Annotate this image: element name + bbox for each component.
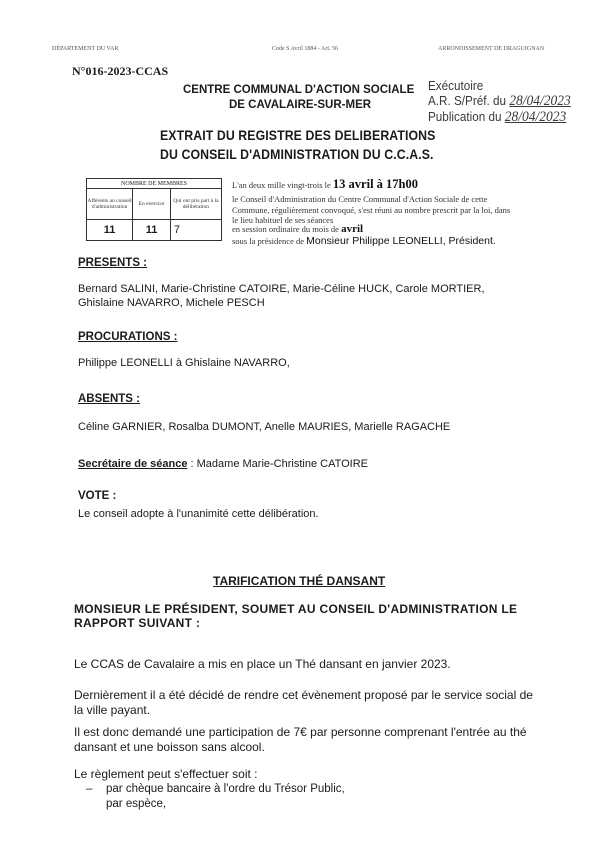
vote-text: Le conseil adopte à l'unanimité cette délibération. (78, 508, 319, 520)
dash-bullet-icon: – (86, 783, 93, 795)
meeting-president-prefix: sous la présidence de (232, 236, 304, 246)
meeting-session-line (232, 224, 363, 235)
members-value-afferents: 11 (87, 220, 133, 241)
members-table-caption: NOMBRE DE MEMBRES (87, 179, 222, 189)
meeting-date-prefix: L'an deux mille vingt-trois le (232, 180, 331, 190)
publication-date: 28/04/2023 (504, 109, 567, 125)
meeting-president: Monsieur Philippe LEONELLI, Président. (306, 235, 496, 247)
department-label: DÉPARTEMENT DU VAR (52, 46, 119, 52)
paragraph-3: Il est donc demandé une participation de 7€ par personne comprenant l'entrée au thé dansant et une boisson sans alcool. (74, 725, 527, 754)
presents-line1: Bernard SALINI, Marie-Christine CATOIRE, Marie-Céline HUCK, Carole MORTIER, (78, 283, 485, 295)
paragraph-1: Le CCAS de Cavalaire a mis en place un Thé dansant en janvier 2023. (74, 657, 451, 671)
org-name-line2: DE CAVALAIRE-SUR-MER (229, 99, 372, 111)
presents-heading: PRESENTS : (78, 257, 148, 269)
list-item: par espèce, (106, 798, 167, 810)
publication-stamp-line (428, 109, 566, 126)
meeting-date: 13 avril à 17h00 (332, 177, 418, 191)
vote-heading: VOTE : (78, 490, 117, 502)
members-value-exercice: 11 (133, 220, 171, 241)
absents-text: Céline GARNIER, Rosalba DUMONT, Anelle MAURIES, Marielle RAGACHE (78, 421, 451, 433)
meeting-line4: le lieu habituel de ses séances (232, 215, 334, 225)
secretaire-text: : Madame Marie-Christine CATOIRE (190, 458, 369, 470)
code-reference: Code S Avril 1884 - Art. 56 (272, 46, 339, 52)
arrondissement-label: ARRONDISSEMENT DE DRAGUIGNAN (438, 46, 545, 52)
procurations-text: Philippe LEONELLI à Ghislaine NAVARRO, (78, 357, 290, 369)
document-title-line1: EXTRAIT DU REGISTRE DES DELIBERATIONS (160, 127, 436, 143)
deliberation-subject: TARIFICATION THÉ DANSANT (213, 574, 386, 588)
rapport-heading: MONSIEUR LE PRÉSIDENT, SOUMET AU CONSEIL D'ADMINISTRATION LE RAPPORT SUIVANT : (74, 602, 518, 630)
meeting-president-line (232, 236, 496, 247)
presents-line2: Ghislaine NAVARRO, Michele PESCH (78, 297, 265, 309)
members-value-participants: 7 (170, 220, 221, 241)
meeting-line3: Commune, régulièrement convoqué, s'est réuni au nombre prescrit par la loi, dans (232, 205, 511, 215)
members-header-afferents: Afférents au conseil d'administration (87, 189, 133, 220)
document-title-line2: DU CONSEIL D'ADMINISTRATION DU C.C.A.S. (160, 146, 434, 162)
org-name-line1: CENTRE COMMUNAL D'ACTION SOCIALE (183, 84, 415, 96)
ar-stamp-line (428, 93, 571, 110)
payment-options-list (86, 782, 345, 812)
procurations-heading: PROCURATIONS : (78, 331, 178, 343)
deliberation-number: N°016-2023-CCAS (72, 64, 169, 78)
paragraph-2: Dernièrement il a été décidé de rendre cet évènement proposé par le service social de la ville payant. (74, 688, 533, 717)
secretaire-label: Secrétaire de séance (78, 458, 188, 470)
meeting-line2: le Conseil d'Administration du Centre Communal d'Action Sociale de cette (232, 194, 488, 204)
paragraph-4: Le règlement peut s'effectuer soit : (74, 767, 258, 781)
ar-label: A.R. S/Préf. du (428, 93, 507, 108)
secretaire-line (78, 458, 368, 470)
list-item: – par chèque bancaire à l'ordre du Trésor Public, (86, 783, 345, 795)
absents-heading: ABSENTS : (78, 393, 140, 405)
members-count-table (86, 178, 222, 241)
meeting-date-line (232, 179, 418, 191)
members-header-participants: Qui ont pris part à la délibération (170, 189, 221, 220)
meeting-session-prefix: en session ordinaire du mois de (232, 224, 339, 234)
executoire-stamp: Exécutoire (428, 78, 484, 93)
publication-label: Publication du (428, 109, 502, 124)
ar-date: 28/04/2023 (509, 93, 571, 109)
members-header-exercice: En exercice (133, 189, 171, 220)
meeting-month: avril (341, 223, 364, 235)
